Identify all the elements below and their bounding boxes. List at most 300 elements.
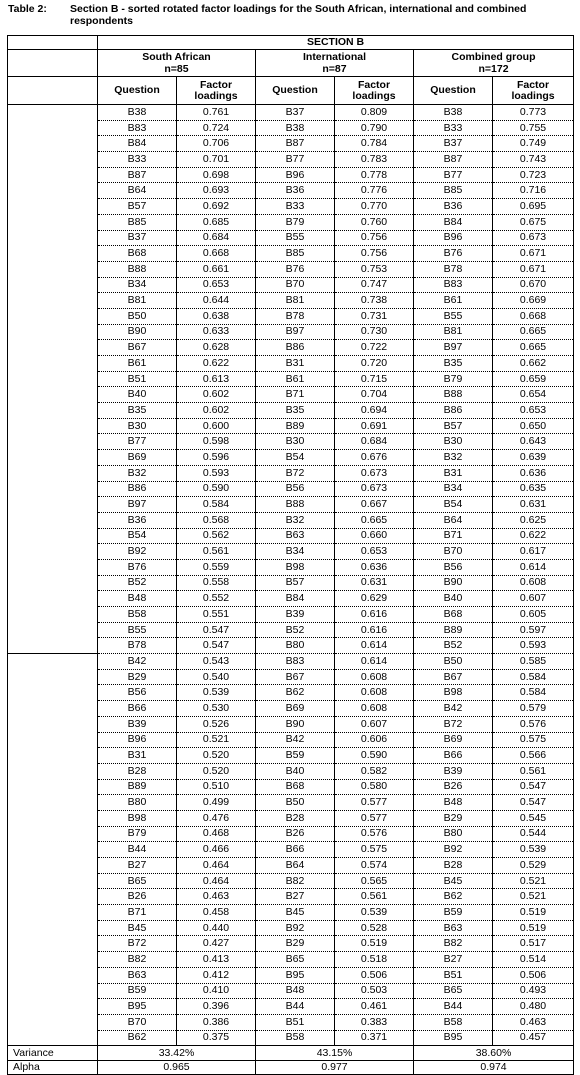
combined-loading-cell: 0.457 [493, 1030, 574, 1046]
table-row [8, 748, 574, 764]
sa-question-cell: B78 [98, 638, 177, 654]
sa-question-cell: B30 [98, 418, 177, 434]
intl-loading-cell: 0.704 [335, 387, 414, 403]
row-label-cell [8, 481, 98, 497]
sa-question-cell: B87 [98, 167, 177, 183]
combined-question-cell: B88 [414, 387, 493, 403]
intl-loading-cell: 0.577 [335, 795, 414, 811]
sa-question-cell: B39 [98, 716, 177, 732]
intl-question-cell: B35 [256, 403, 335, 419]
sa-loading-cell: 0.375 [177, 1030, 256, 1046]
combined-loading-cell: 0.662 [493, 356, 574, 372]
intl-loading-cell: 0.539 [335, 905, 414, 921]
row-label-cell [8, 920, 98, 936]
row-label-cell [8, 214, 98, 230]
table-row [8, 293, 574, 309]
table-row [8, 873, 574, 889]
table-row [8, 277, 574, 293]
table-row [8, 528, 574, 544]
sa-loading-cell: 0.706 [177, 136, 256, 152]
intl-question-cell: B31 [256, 356, 335, 372]
row-label-cell [8, 277, 98, 293]
intl-question-cell: B28 [256, 810, 335, 826]
combined-loading-cell: 0.668 [493, 308, 574, 324]
combined-question-cell: B36 [414, 199, 493, 215]
sa-loading-cell: 0.476 [177, 810, 256, 826]
combined-loading-cell: 0.659 [493, 371, 574, 387]
table-row [8, 481, 574, 497]
row-label-cell [8, 826, 98, 842]
sa-question-cell: B48 [98, 591, 177, 607]
table-row [8, 591, 574, 607]
row-label-cell [8, 779, 98, 795]
sa-loading-cell: 0.539 [177, 685, 256, 701]
summary-label: Alpha [8, 1060, 98, 1075]
sa-question-cell: B31 [98, 748, 177, 764]
combined-loading-cell: 0.607 [493, 591, 574, 607]
intl-question-cell: B61 [256, 371, 335, 387]
combined-question-cell: B82 [414, 936, 493, 952]
sa-loading-cell: 0.701 [177, 152, 256, 168]
section-title: SECTION B [98, 36, 574, 50]
sa-question-cell: B29 [98, 669, 177, 685]
intl-question-cell: B27 [256, 889, 335, 905]
table-row [8, 701, 574, 717]
table-row [8, 999, 574, 1015]
table-row [8, 1014, 574, 1030]
intl-question-cell: B55 [256, 230, 335, 246]
combined-question-cell: B78 [414, 261, 493, 277]
factor-loadings-table [7, 35, 574, 1075]
table-row [8, 983, 574, 999]
combined-loading-cell: 0.631 [493, 497, 574, 513]
intl-loading-cell: 0.580 [335, 779, 414, 795]
intl-loading-cell: 0.614 [335, 638, 414, 654]
row-label-cell [8, 669, 98, 685]
row-label-cell [8, 873, 98, 889]
table-row [8, 356, 574, 372]
sa-loading-cell: 0.464 [177, 858, 256, 874]
table-row [8, 183, 574, 199]
sa-question-cell: B34 [98, 277, 177, 293]
row-label-cell [8, 340, 98, 356]
intl-loading-cell: 0.608 [335, 669, 414, 685]
row-label-cell [8, 842, 98, 858]
question-header: Question [98, 77, 177, 105]
sa-loading-cell: 0.559 [177, 559, 256, 575]
intl-loading-cell: 0.616 [335, 622, 414, 638]
table-row [8, 810, 574, 826]
combined-question-cell: B65 [414, 983, 493, 999]
combined-loading-cell: 0.605 [493, 607, 574, 623]
row-label-cell [8, 308, 98, 324]
intl-loading-cell: 0.694 [335, 403, 414, 419]
table-row [8, 230, 574, 246]
table-row [8, 544, 574, 560]
combined-question-cell: B59 [414, 905, 493, 921]
sa-loading-cell: 0.520 [177, 748, 256, 764]
intl-question-cell: B30 [256, 434, 335, 450]
sa-loading-cell: 0.668 [177, 246, 256, 262]
sa-loading-cell: 0.543 [177, 654, 256, 670]
combined-question-cell: B83 [414, 277, 493, 293]
table-row [8, 842, 574, 858]
table-row [8, 403, 574, 419]
combined-loading-cell: 0.675 [493, 214, 574, 230]
row-label-cell [8, 654, 98, 670]
sa-loading-cell: 0.590 [177, 481, 256, 497]
sa-question-cell: B63 [98, 967, 177, 983]
sa-question-cell: B90 [98, 324, 177, 340]
combined-question-cell: B27 [414, 952, 493, 968]
combined-question-cell: B57 [414, 418, 493, 434]
intl-question-cell: B45 [256, 905, 335, 921]
combined-question-cell: B81 [414, 324, 493, 340]
table-row [8, 418, 574, 434]
group-name: International [302, 51, 366, 63]
sa-question-cell: B32 [98, 465, 177, 481]
sa-loading-cell: 0.602 [177, 387, 256, 403]
sa-question-cell: B92 [98, 544, 177, 560]
intl-loading-cell: 0.608 [335, 685, 414, 701]
intl-question-cell: B38 [256, 120, 335, 136]
combined-question-cell: B69 [414, 732, 493, 748]
combined-loading-cell: 0.519 [493, 905, 574, 921]
row-label-cell [8, 732, 98, 748]
sa-question-cell: B83 [98, 120, 177, 136]
intl-question-cell: B79 [256, 214, 335, 230]
sa-question-cell: B88 [98, 261, 177, 277]
combined-loading-cell: 0.665 [493, 324, 574, 340]
intl-loading-cell: 0.565 [335, 873, 414, 889]
sa-loading-cell: 0.412 [177, 967, 256, 983]
combined-question-cell: B70 [414, 544, 493, 560]
combined-loading-cell: 0.743 [493, 152, 574, 168]
intl-question-cell: B84 [256, 591, 335, 607]
sa-loading-cell: 0.724 [177, 120, 256, 136]
intl-question-cell: B77 [256, 152, 335, 168]
table-row [8, 512, 574, 528]
row-label-cell [8, 356, 98, 372]
table-row [8, 559, 574, 575]
sa-loading-cell: 0.520 [177, 763, 256, 779]
sa-question-cell: B55 [98, 622, 177, 638]
table-row [8, 952, 574, 968]
combined-question-cell: B58 [414, 1014, 493, 1030]
row-label-cell [8, 434, 98, 450]
intl-loading-cell: 0.673 [335, 465, 414, 481]
combined-loading-cell: 0.622 [493, 528, 574, 544]
combined-question-cell: B89 [414, 622, 493, 638]
sa-loading-cell: 0.396 [177, 999, 256, 1015]
sa-loading-cell: 0.598 [177, 434, 256, 450]
summary-row [8, 1060, 574, 1075]
combined-loading-cell: 0.576 [493, 716, 574, 732]
table-row [8, 575, 574, 591]
combined-loading-cell: 0.773 [493, 105, 574, 121]
combined-question-cell: B90 [414, 575, 493, 591]
combined-loading-cell: 0.521 [493, 873, 574, 889]
intl-loading-cell: 0.660 [335, 528, 414, 544]
intl-loading-cell: 0.776 [335, 183, 414, 199]
row-label-cell [8, 983, 98, 999]
sa-question-cell: B33 [98, 152, 177, 168]
row-label-cell [8, 748, 98, 764]
intl-loading-cell: 0.738 [335, 293, 414, 309]
combined-question-cell: B98 [414, 685, 493, 701]
combined-loading-cell: 0.463 [493, 1014, 574, 1030]
intl-question-cell: B32 [256, 512, 335, 528]
row-label-cell [8, 403, 98, 419]
intl-loading-cell: 0.790 [335, 120, 414, 136]
row-label-cell [8, 167, 98, 183]
sa-loading-cell: 0.633 [177, 324, 256, 340]
table-row [8, 199, 574, 215]
sa-loading-cell: 0.692 [177, 199, 256, 215]
intl-loading-cell: 0.778 [335, 167, 414, 183]
combined-loading-cell: 0.519 [493, 920, 574, 936]
table-row [8, 607, 574, 623]
combined-question-cell: B63 [414, 920, 493, 936]
sa-loading-cell: 0.427 [177, 936, 256, 952]
caption-text-continued: respondents [70, 15, 134, 27]
combined-loading-cell: 0.585 [493, 654, 574, 670]
row-label-cell [8, 795, 98, 811]
sa-loading-cell: 0.499 [177, 795, 256, 811]
intl-loading-cell: 0.574 [335, 858, 414, 874]
sa-loading-cell: 0.638 [177, 308, 256, 324]
sa-question-cell: B96 [98, 732, 177, 748]
intl-loading-cell: 0.753 [335, 261, 414, 277]
row-label-cell [8, 387, 98, 403]
sa-question-cell: B72 [98, 936, 177, 952]
intl-question-cell: B68 [256, 779, 335, 795]
table-row [8, 732, 574, 748]
combined-loading-cell: 0.480 [493, 999, 574, 1015]
sa-question-cell: B95 [98, 999, 177, 1015]
table-row [8, 967, 574, 983]
factor-loadings-header: Factor loadings [335, 77, 414, 105]
table-row [8, 434, 574, 450]
sa-loading-cell: 0.410 [177, 983, 256, 999]
combined-question-cell: B32 [414, 450, 493, 466]
row-label-cell [8, 763, 98, 779]
intl-loading-cell: 0.614 [335, 654, 414, 670]
sa-question-cell: B81 [98, 293, 177, 309]
row-label-cell [8, 293, 98, 309]
combined-question-cell: B29 [414, 810, 493, 826]
sa-question-cell: B65 [98, 873, 177, 889]
combined-question-cell: B28 [414, 858, 493, 874]
sa-question-cell: B80 [98, 795, 177, 811]
sa-question-cell: B97 [98, 497, 177, 513]
summary-label: Variance [8, 1046, 98, 1061]
group-header-south-african [98, 50, 256, 77]
combined-loading-cell: 0.653 [493, 403, 574, 419]
intl-loading-cell: 0.631 [335, 575, 414, 591]
intl-loading-cell: 0.756 [335, 230, 414, 246]
question-header: Question [256, 77, 335, 105]
table-body [8, 36, 574, 1075]
sa-loading-cell: 0.552 [177, 591, 256, 607]
sa-question-cell: B89 [98, 779, 177, 795]
intl-loading-cell: 0.577 [335, 810, 414, 826]
intl-loading-cell: 0.722 [335, 340, 414, 356]
table-row [8, 465, 574, 481]
table-row [8, 120, 574, 136]
combined-loading-cell: 0.514 [493, 952, 574, 968]
combined-loading-cell: 0.614 [493, 559, 574, 575]
combined-loading-cell: 0.547 [493, 795, 574, 811]
sa-question-cell: B59 [98, 983, 177, 999]
combined-loading-cell: 0.723 [493, 167, 574, 183]
group-n: n=85 [164, 63, 189, 75]
caption-text: Section B - sorted rotated factor loadings for the South African, international and combined [70, 3, 527, 15]
row-label-cell [8, 418, 98, 434]
intl-question-cell: B90 [256, 716, 335, 732]
sa-question-cell: B52 [98, 575, 177, 591]
intl-question-cell: B92 [256, 920, 335, 936]
table-row [8, 324, 574, 340]
sa-question-cell: B37 [98, 230, 177, 246]
intl-question-cell: B37 [256, 105, 335, 121]
intl-loading-cell: 0.519 [335, 936, 414, 952]
row-label-cell [8, 230, 98, 246]
row-label-cell [8, 1030, 98, 1046]
row-label-cell [8, 512, 98, 528]
sa-loading-cell: 0.551 [177, 607, 256, 623]
row-label-cell [8, 622, 98, 638]
combined-question-cell: B51 [414, 967, 493, 983]
combined-question-cell: B72 [414, 716, 493, 732]
table-row [8, 371, 574, 387]
table-row [8, 167, 574, 183]
intl-question-cell: B66 [256, 842, 335, 858]
intl-loading-cell: 0.653 [335, 544, 414, 560]
combined-question-cell: B86 [414, 403, 493, 419]
intl-question-cell: B88 [256, 497, 335, 513]
intl-question-cell: B76 [256, 261, 335, 277]
combined-question-cell: B80 [414, 826, 493, 842]
table-caption [8, 3, 576, 27]
intl-question-cell: B34 [256, 544, 335, 560]
row-label-cell [8, 544, 98, 560]
intl-question-cell: B82 [256, 873, 335, 889]
sa-loading-cell: 0.685 [177, 214, 256, 230]
summary-value: 0.965 [98, 1060, 256, 1075]
sa-question-cell: B77 [98, 434, 177, 450]
intl-loading-cell: 0.747 [335, 277, 414, 293]
row-label-cell [8, 905, 98, 921]
sa-loading-cell: 0.584 [177, 497, 256, 513]
sa-question-cell: B67 [98, 340, 177, 356]
combined-loading-cell: 0.650 [493, 418, 574, 434]
intl-question-cell: B50 [256, 795, 335, 811]
sa-question-cell: B62 [98, 1030, 177, 1046]
combined-loading-cell: 0.539 [493, 842, 574, 858]
sa-question-cell: B64 [98, 183, 177, 199]
row-label-cell [8, 261, 98, 277]
sa-loading-cell: 0.547 [177, 638, 256, 654]
combined-question-cell: B96 [414, 230, 493, 246]
summary-value: 38.60% [414, 1046, 574, 1061]
group-n: n=87 [322, 63, 347, 75]
row-label-cell [8, 199, 98, 215]
intl-question-cell: B59 [256, 748, 335, 764]
combined-loading-cell: 0.521 [493, 889, 574, 905]
row-label-cell [8, 952, 98, 968]
sa-loading-cell: 0.644 [177, 293, 256, 309]
sa-loading-cell: 0.613 [177, 371, 256, 387]
group-header-combined [414, 50, 574, 77]
intl-question-cell: B51 [256, 1014, 335, 1030]
sa-question-cell: B45 [98, 920, 177, 936]
sa-question-cell: B66 [98, 701, 177, 717]
sa-loading-cell: 0.568 [177, 512, 256, 528]
group-header-row [8, 50, 574, 77]
table-row [8, 450, 574, 466]
row-label-cell [8, 152, 98, 168]
sa-loading-cell: 0.561 [177, 544, 256, 560]
intl-loading-cell: 0.575 [335, 842, 414, 858]
sa-loading-cell: 0.761 [177, 105, 256, 121]
row-label-cell [8, 685, 98, 701]
intl-loading-cell: 0.503 [335, 983, 414, 999]
combined-question-cell: B79 [414, 371, 493, 387]
sa-question-cell: B28 [98, 763, 177, 779]
combined-question-cell: B95 [414, 1030, 493, 1046]
intl-question-cell: B78 [256, 308, 335, 324]
combined-loading-cell: 0.636 [493, 465, 574, 481]
intl-loading-cell: 0.582 [335, 763, 414, 779]
intl-loading-cell: 0.636 [335, 559, 414, 575]
sa-question-cell: B69 [98, 450, 177, 466]
intl-question-cell: B83 [256, 654, 335, 670]
intl-loading-cell: 0.784 [335, 136, 414, 152]
intl-loading-cell: 0.607 [335, 716, 414, 732]
combined-loading-cell: 0.593 [493, 638, 574, 654]
sa-question-cell: B56 [98, 685, 177, 701]
combined-loading-cell: 0.671 [493, 261, 574, 277]
combined-question-cell: B85 [414, 183, 493, 199]
combined-loading-cell: 0.506 [493, 967, 574, 983]
intl-loading-cell: 0.606 [335, 732, 414, 748]
sa-loading-cell: 0.463 [177, 889, 256, 905]
combined-loading-cell: 0.493 [493, 983, 574, 999]
intl-loading-cell: 0.576 [335, 826, 414, 842]
row-label-cell [8, 183, 98, 199]
intl-question-cell: B40 [256, 763, 335, 779]
combined-loading-cell: 0.547 [493, 779, 574, 795]
section-header-row [8, 36, 574, 50]
sa-question-cell: B57 [98, 199, 177, 215]
sa-loading-cell: 0.698 [177, 167, 256, 183]
intl-question-cell: B39 [256, 607, 335, 623]
row-label-cell [8, 497, 98, 513]
sa-question-cell: B26 [98, 889, 177, 905]
combined-question-cell: B45 [414, 873, 493, 889]
intl-loading-cell: 0.756 [335, 246, 414, 262]
row-label-cell [8, 324, 98, 340]
factor-loadings-header: Factor loadings [493, 77, 574, 105]
combined-loading-cell: 0.529 [493, 858, 574, 874]
intl-loading-cell: 0.783 [335, 152, 414, 168]
sa-question-cell: B40 [98, 387, 177, 403]
table-row [8, 1030, 574, 1046]
intl-loading-cell: 0.383 [335, 1014, 414, 1030]
intl-loading-cell: 0.629 [335, 591, 414, 607]
sa-question-cell: B61 [98, 356, 177, 372]
